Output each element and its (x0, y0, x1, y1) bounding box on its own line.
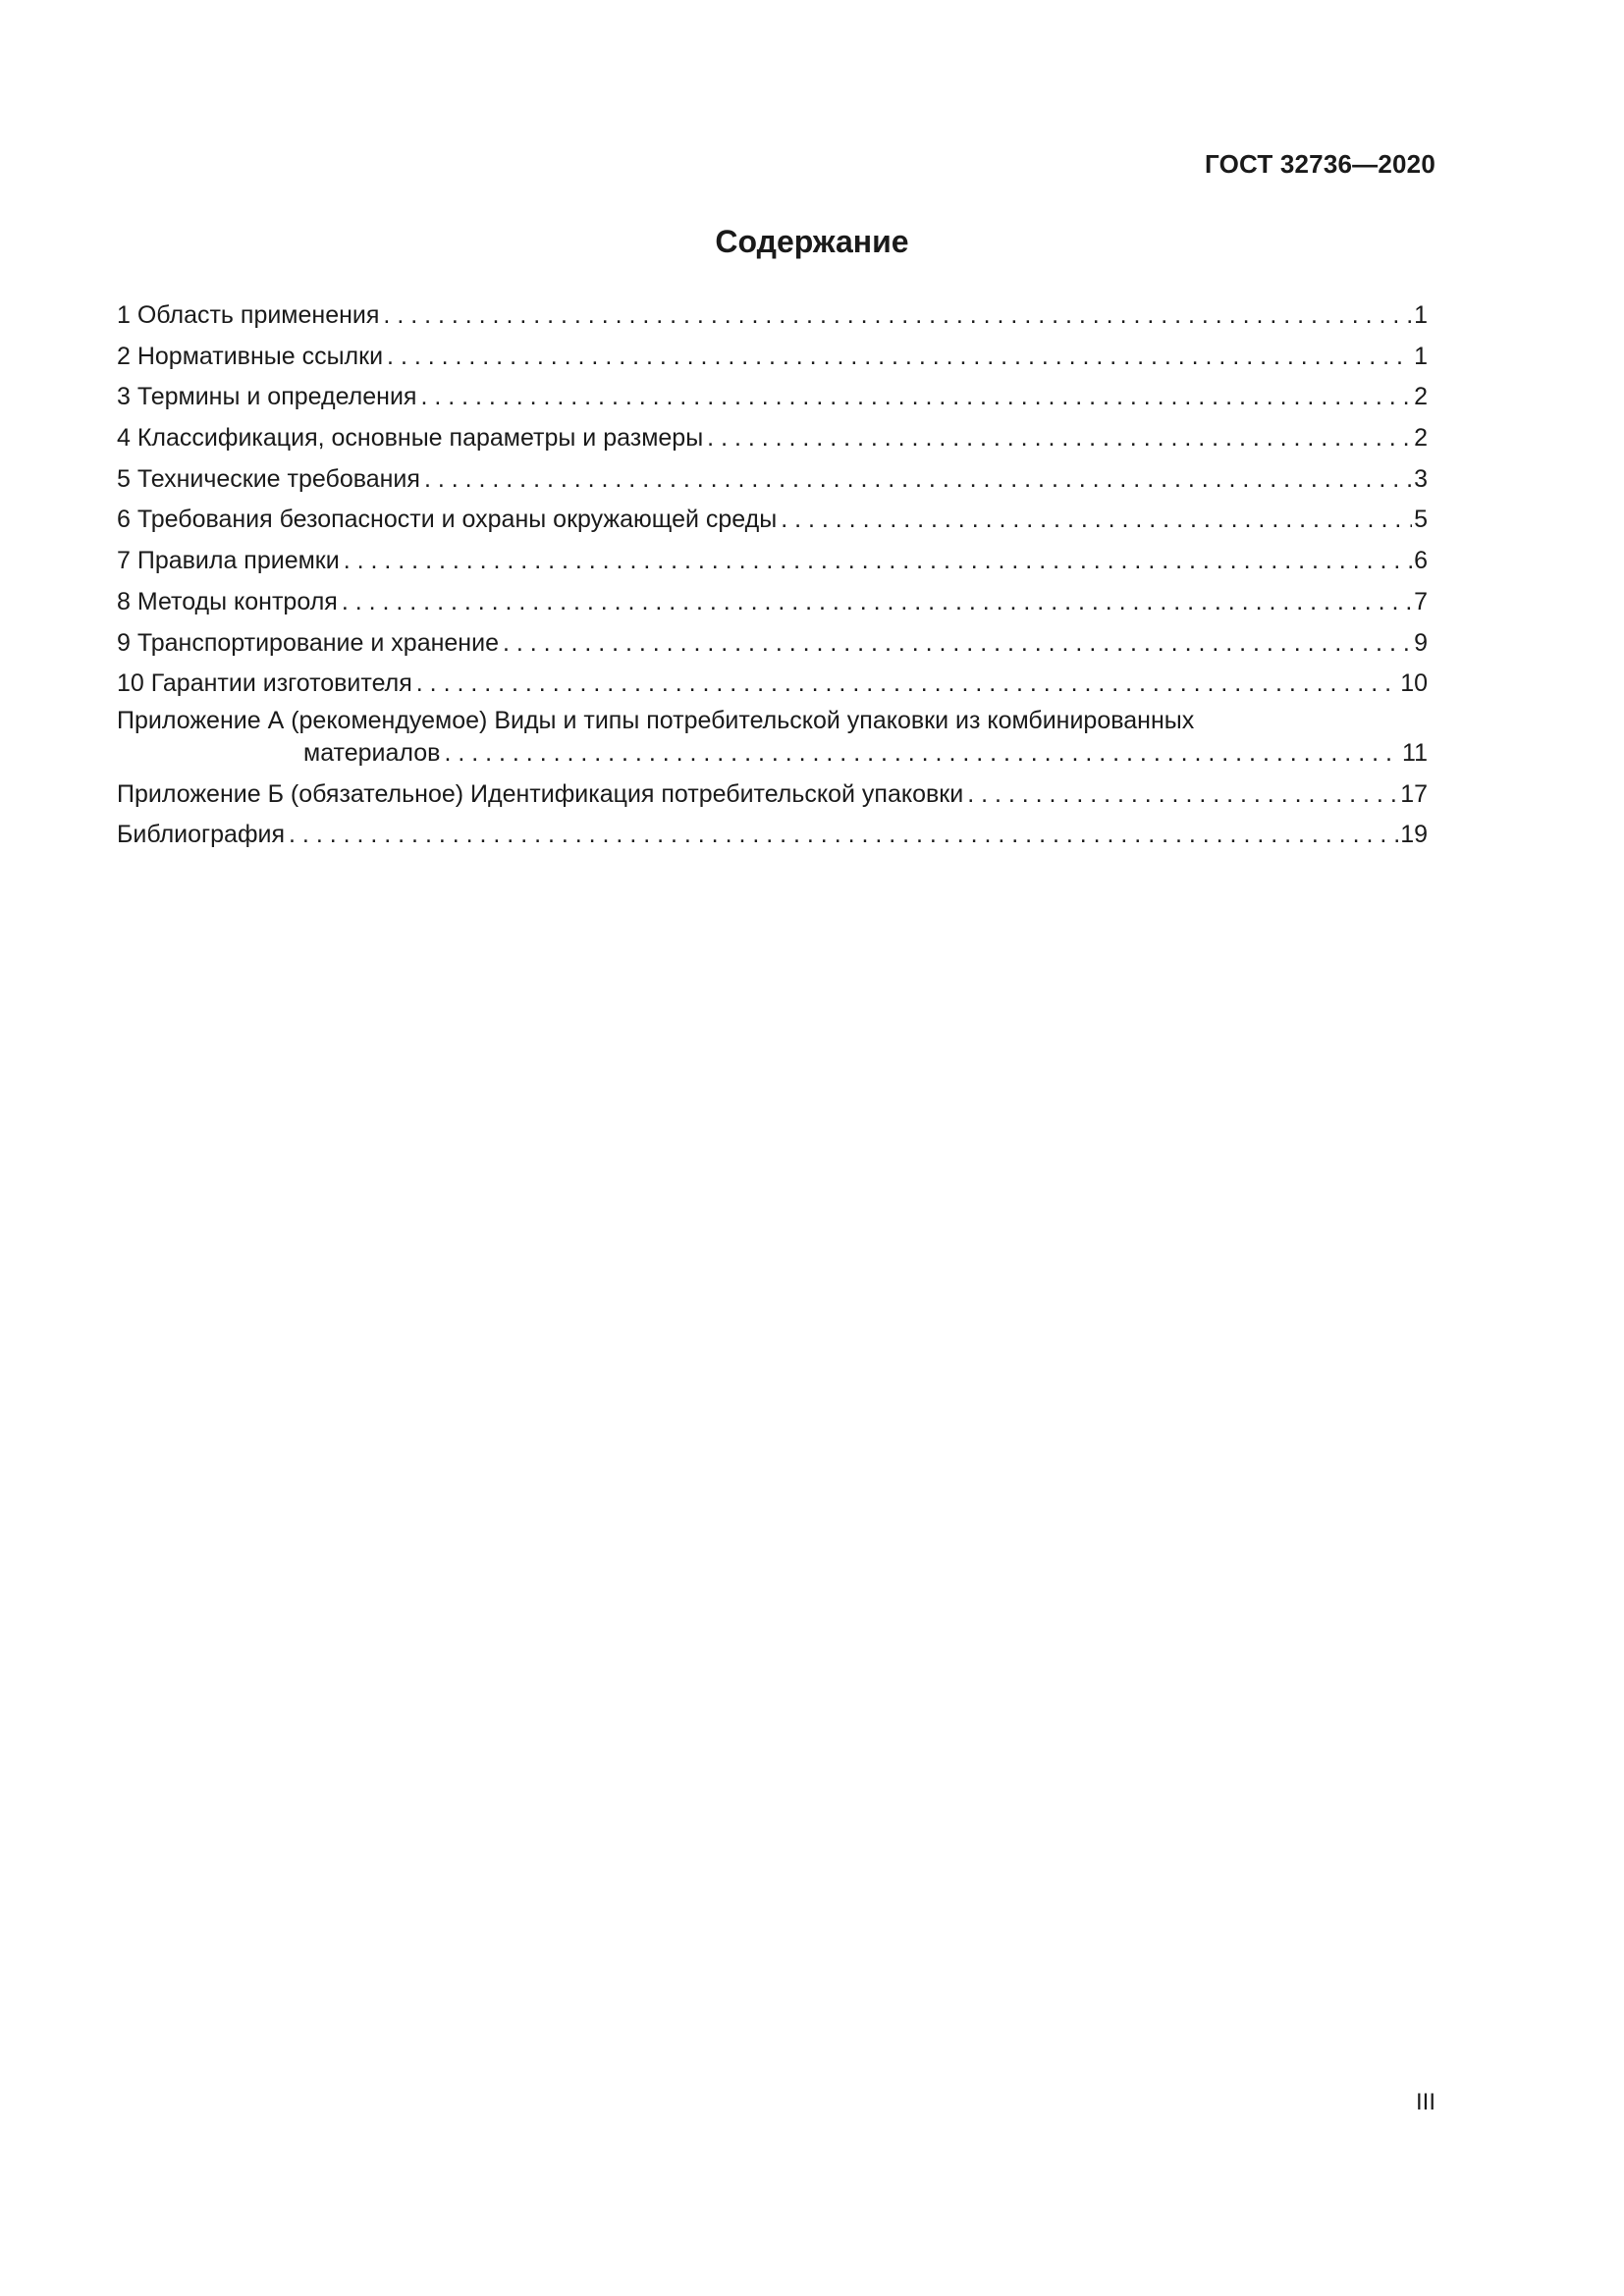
dot-leader (289, 815, 1398, 856)
dot-leader (967, 774, 1398, 816)
toc-entry-transport-storage[interactable] (117, 623, 1428, 665)
dot-leader (781, 500, 1412, 541)
dot-leader (342, 582, 1412, 623)
toc-entry-scope[interactable] (117, 295, 1428, 337)
toc-entry-safety-requirements[interactable] (117, 500, 1428, 541)
toc-entry-label: 5 Технические требования (117, 464, 420, 493)
page-number: III (1415, 2089, 1435, 2115)
toc-title: Содержание (715, 224, 909, 259)
toc-entry-page: 9 (1414, 628, 1428, 657)
toc-entry-appendix-b[interactable] (117, 774, 1428, 816)
dot-leader (503, 623, 1412, 665)
toc-entry-page: 11 (1402, 738, 1428, 767)
dot-leader (383, 295, 1412, 337)
toc-entry-page: 10 (1400, 669, 1428, 698)
toc-entry-classification[interactable] (117, 418, 1428, 459)
toc-entry-appendix-a[interactable] (117, 705, 1428, 774)
toc-entry-label: 9 Транспортирование и хранение (117, 628, 499, 657)
dot-leader (444, 733, 1400, 774)
toc-entry-label-line1: Приложение А (рекомендуемое) Виды и типы потребительской упаковки из комбинированных (117, 706, 1195, 734)
toc-entry-label: 1 Область применения (117, 301, 380, 329)
toc-entry-page: 1 (1414, 301, 1428, 329)
toc-entry-page: 2 (1414, 424, 1428, 453)
dot-leader (416, 664, 1398, 705)
toc-entry-control-methods[interactable] (117, 582, 1428, 623)
dot-leader (424, 459, 1412, 501)
dot-leader (387, 337, 1412, 378)
toc-entry-label: 7 Правила приемки (117, 547, 340, 575)
toc-entry-page: 3 (1414, 464, 1428, 493)
toc-entry-label: 4 Классификация, основные параметры и размеры (117, 424, 704, 453)
document-code: ГОСТ 32736—2020 (1205, 149, 1435, 179)
toc-entry-label: 2 Нормативные ссылки (117, 342, 384, 370)
toc-entry-manufacturer-warranty[interactable] (117, 664, 1428, 705)
dot-leader (707, 418, 1412, 459)
toc-entry-page: 7 (1414, 587, 1428, 615)
toc-entry-page: 5 (1414, 506, 1428, 534)
toc-entry-label: 6 Требования безопасности и охраны окружающей среды (117, 506, 778, 534)
toc-entry-technical-requirements[interactable] (117, 459, 1428, 501)
dot-leader (420, 377, 1412, 418)
toc-entry-page: 17 (1400, 779, 1428, 808)
toc-entry-page: 6 (1414, 547, 1428, 575)
toc-entry-acceptance-rules[interactable] (117, 541, 1428, 582)
toc-entry-page: 19 (1400, 821, 1428, 849)
toc-entry-label: Библиография (117, 821, 286, 849)
toc-entry-label: 8 Методы контроля (117, 587, 338, 615)
toc-entry-label: 3 Термины и определения (117, 383, 417, 411)
toc-entry-normative-references[interactable] (117, 337, 1428, 378)
toc-entry-bibliography[interactable] (117, 815, 1428, 856)
dot-leader (344, 541, 1412, 582)
toc-entry-label: Приложение Б (обязательное) Идентификация потребительской упаковки (117, 779, 964, 808)
toc-entry-page: 2 (1414, 383, 1428, 411)
table-of-contents (117, 295, 1428, 856)
toc-entry-label-line2: материалов (303, 738, 441, 767)
toc-entry-terms[interactable] (117, 377, 1428, 418)
toc-entry-page: 1 (1414, 342, 1428, 370)
toc-entry-label: 10 Гарантии изготовителя (117, 669, 412, 698)
